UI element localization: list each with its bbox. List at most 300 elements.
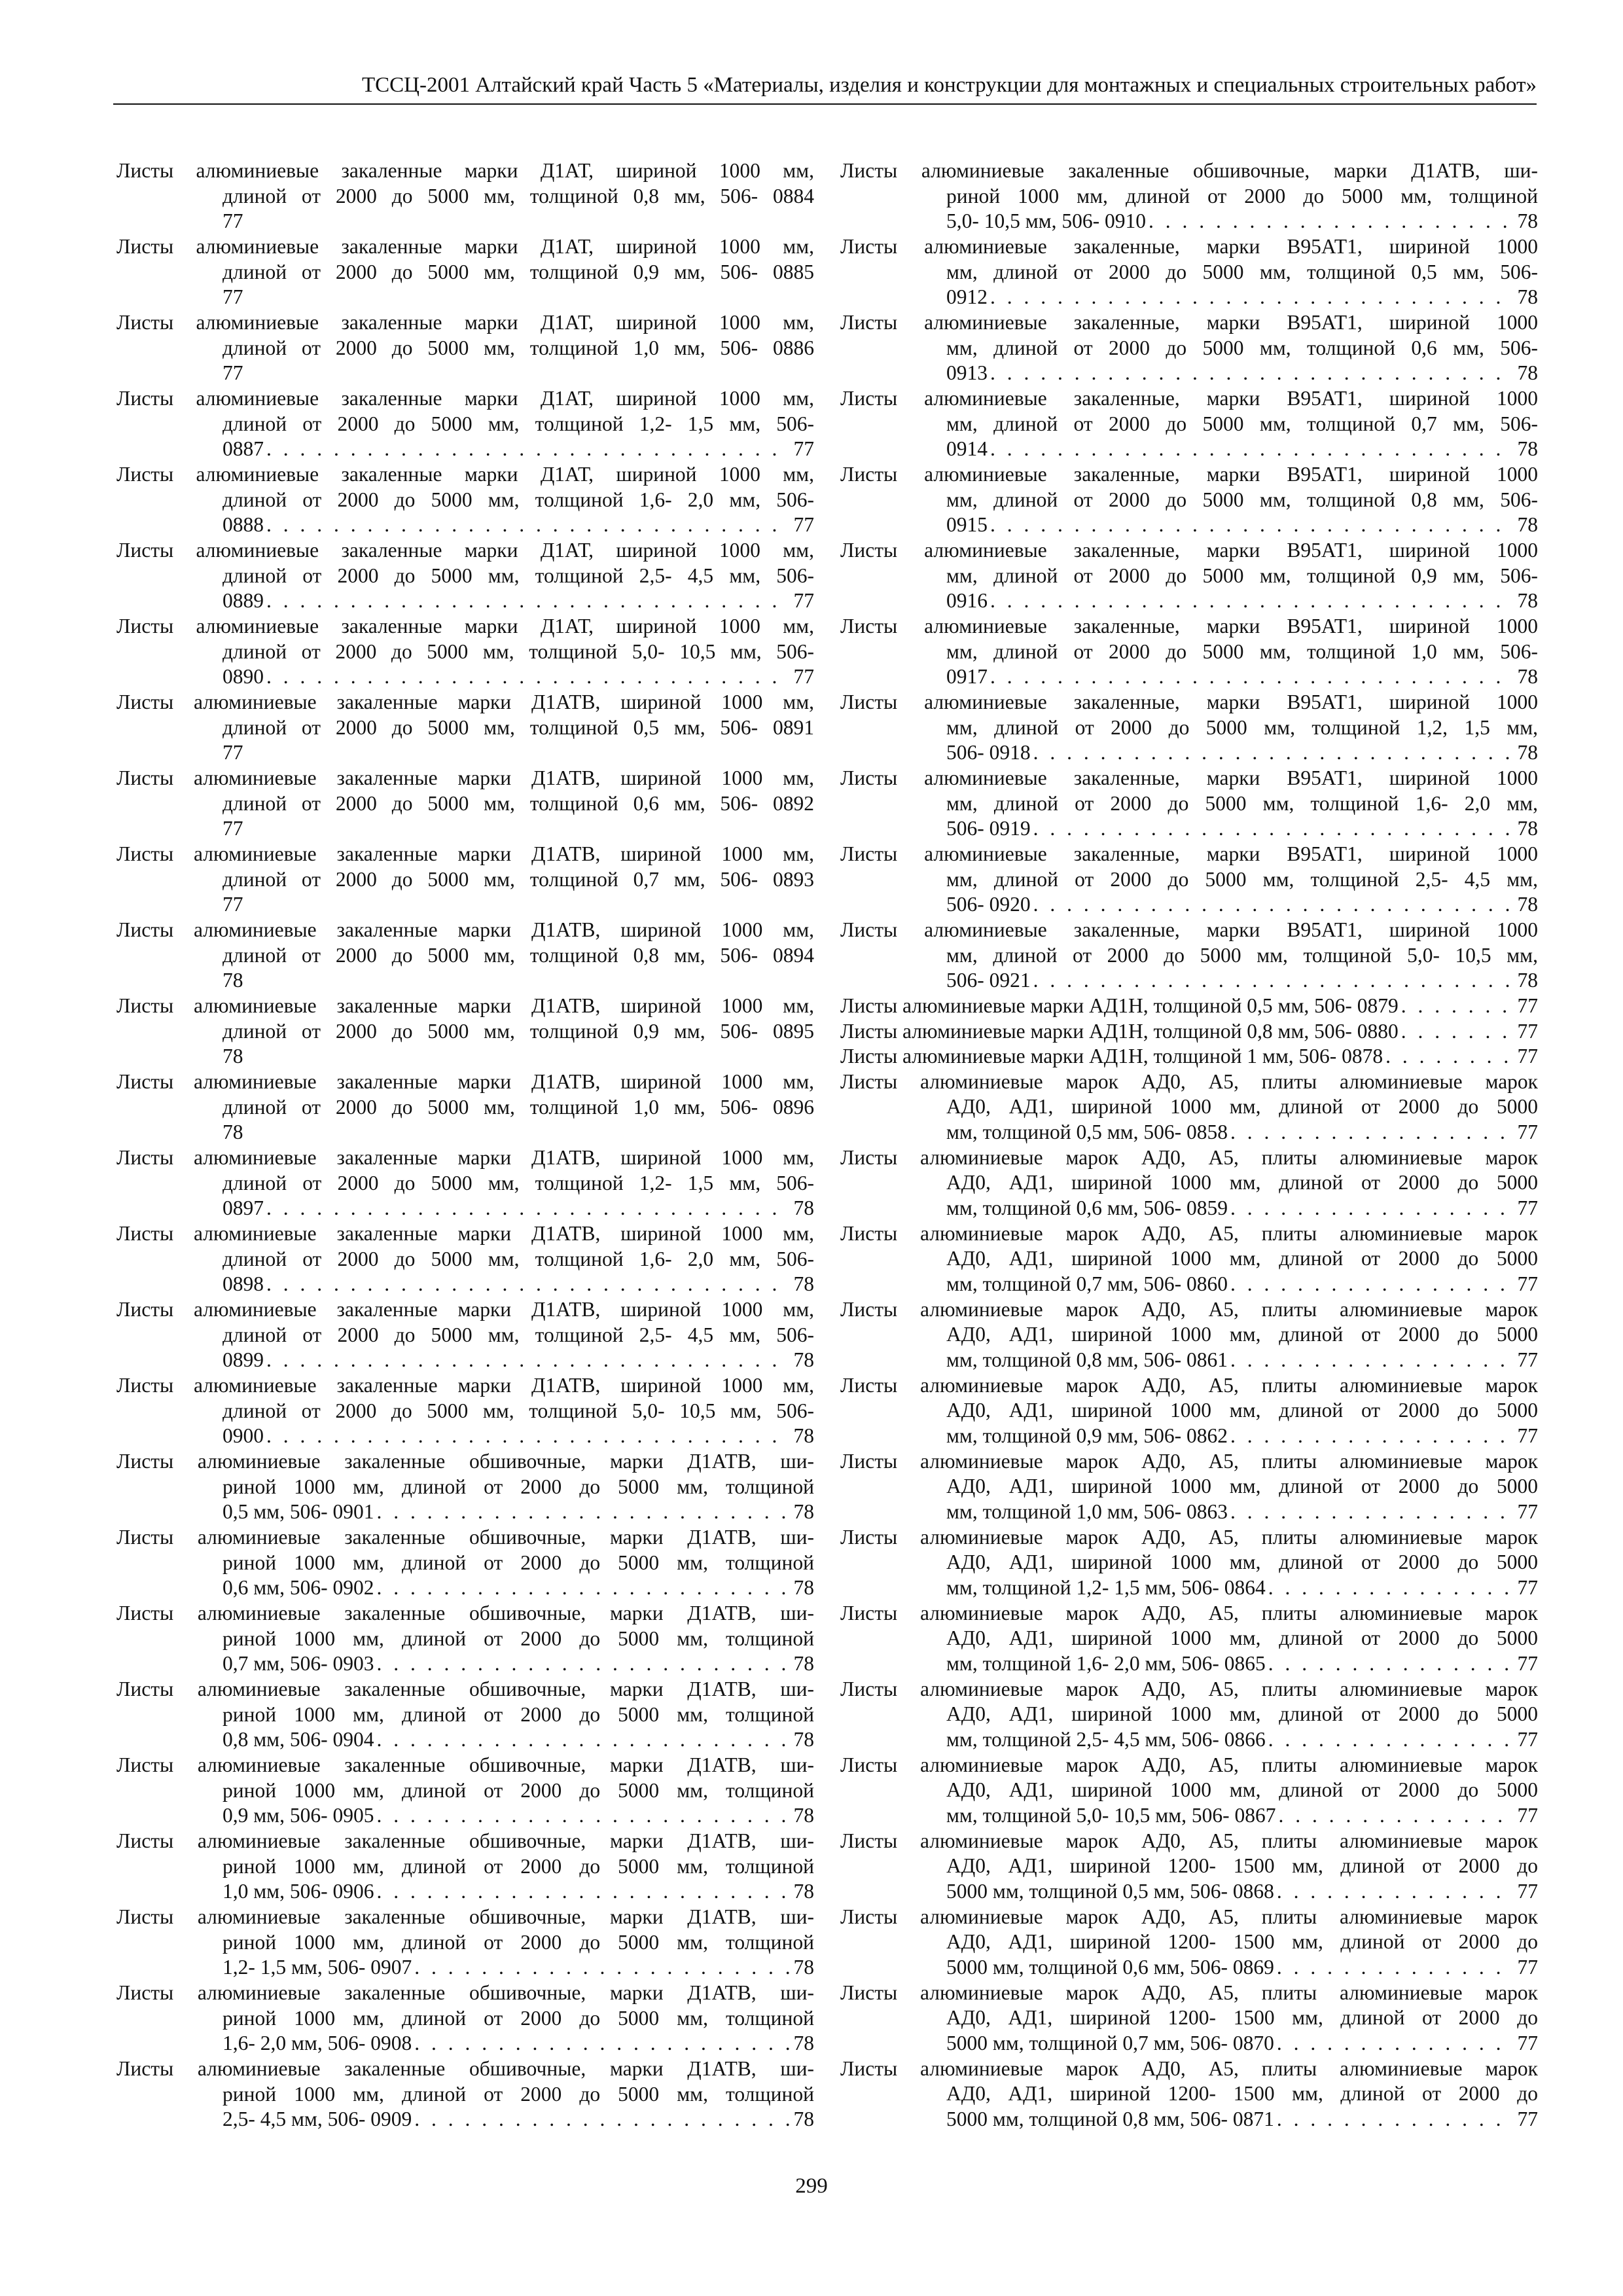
index-entry-text: Листы алюминиевые марок АД0, А5, плиты алюминиевые марок [840, 1525, 1538, 1549]
index-entry-line [223, 1854, 814, 1880]
index-entry-text: Листы алюминиевые закаленные, марки В95АТ1, шириной 1000 [840, 463, 1538, 486]
index-entry-line [116, 1753, 814, 1778]
dot-leader [414, 2031, 789, 2056]
index-entry-text: 0898 [223, 1272, 264, 1296]
index-page-ref: 78 [793, 1880, 814, 1903]
index-entry-text: Листы алюминиевые марок АД0, А5, плиты алюминиевые марок [840, 1145, 1538, 1169]
index-entry-text: мм, длиной от 2000 до 5000 мм, толщиной 1,0 мм, 506- [946, 639, 1538, 663]
index-entry-line [223, 867, 814, 893]
index-entry-line [223, 2031, 814, 2056]
index-entry-text: Листы алюминиевые марки АД1Н, толщиной 0,5 мм, 506- 0879 [840, 994, 1399, 1017]
index-entry-text: длиной от 2000 до 5000 мм, толщиной 5,0- 10,5 мм, 506- [223, 639, 814, 663]
index-page-ref: 78 [1517, 817, 1538, 840]
index-page-ref: 77 [223, 741, 243, 764]
index-entry-text: Листы алюминиевые марок АД0, А5, плиты алюминиевые марок [840, 1601, 1538, 1624]
index-page-ref: 77 [1517, 1499, 1538, 1523]
index-entry-text: АД0, АД1, шириной 1000 мм, длиной от 2000 до 5000 [946, 1095, 1538, 1119]
index-entry-line [223, 184, 814, 209]
index-entry-line [946, 260, 1538, 285]
index-entry [116, 1525, 814, 1601]
index-entry [840, 690, 1538, 766]
dot-leader [376, 1727, 789, 1753]
index-entry-line [840, 994, 1538, 1019]
index-entry-line [946, 1803, 1538, 1829]
index-entry-line [223, 892, 814, 918]
index-entry-line [946, 1955, 1538, 1981]
index-entry-text: АД0, АД1, шириной 1000 мм, длиной от 2000 до 5000 [946, 1247, 1538, 1270]
index-entry-text: риной 1000 мм, длиной от 2000 до 5000 мм, толщиной [223, 2082, 814, 2106]
index-entry-line [946, 867, 1538, 893]
index-entry-text: Листы алюминиевые закаленные марки Д1АТВ, шириной 1000 мм, [116, 691, 814, 713]
index-entry [116, 1905, 814, 1981]
index-entry-text: 5000 мм, толщиной 0,5 мм, 506- 0868 [946, 1879, 1274, 1903]
index-entry-line [946, 1702, 1538, 1727]
index-entry-text: длиной от 2000 до 5000 мм, толщиной 2,5- 4,5 мм, 506- [223, 1323, 814, 1346]
index-entry-line [223, 285, 814, 310]
index-entry-line [116, 1601, 814, 1626]
index-entry-line [840, 918, 1538, 943]
index-entry-text: Листы алюминиевые закаленные, марки В95АТ1, шириной 1000 [840, 539, 1538, 562]
index-entry-text: Листы алюминиевые закаленные марки Д1АТВ, шириной 1000 мм, [116, 1070, 814, 1093]
index-page-ref: 77 [1517, 1272, 1538, 1295]
index-entry-line [840, 462, 1538, 488]
index-entry-line [840, 1297, 1538, 1323]
dot-leader [990, 512, 1514, 538]
index-entry-text: риной 1000 мм, длиной от 2000 до 5000 мм, толщиной [223, 1930, 814, 1954]
index-entry-line [840, 1829, 1538, 1854]
dot-leader [1033, 892, 1514, 918]
index-entry-text: риной 1000 мм, длиной от 2000 до 5000 мм, толщиной [223, 1854, 814, 1878]
index-entry-line [946, 1929, 1538, 1955]
index-entry-text: АД0, АД1, шириной 1200- 1500 мм, длиной от 2000 до [946, 2006, 1538, 2030]
index-entry-line [223, 412, 814, 437]
index-entry-line [223, 1348, 814, 1373]
index-entry-line [223, 1702, 814, 1728]
index-entry-text: Листы алюминиевые марок АД0, А5, плиты алюминиевые марок [840, 2056, 1538, 2080]
index-entry-text: 0,7 мм, 506- 0903 [223, 1652, 374, 1676]
index-entry-line [946, 1094, 1538, 1120]
index-entry-text: 0888 [223, 513, 264, 537]
index-page-ref: 77 [223, 285, 243, 309]
header-rule [113, 103, 1537, 105]
index-entry [840, 1373, 1538, 1449]
index-entry-text: Листы алюминиевые закаленные, марки В95АТ1, шириной 1000 [840, 387, 1538, 410]
dot-leader [266, 664, 790, 690]
index-entry-text: Листы алюминиевые марки АД1Н, толщиной 1 мм, 506- 0878 [840, 1045, 1383, 1068]
running-header: ТССЦ-2001 Алтайский край Часть 5 «Материалы, изделия и конструкции для монтажных и специальных строительных работ» [361, 73, 1537, 97]
index-entry-text: Листы алюминиевые закаленные, марки В95АТ1, шириной 1000 [840, 842, 1538, 865]
dot-leader [1268, 1575, 1514, 1601]
index-entry [116, 1677, 814, 1753]
index-entry-text: Листы алюминиевые марок АД0, А5, плиты алюминиевые марок [840, 1905, 1538, 1928]
index-entry-line [946, 1727, 1538, 1753]
index-column-right [840, 158, 1538, 2132]
index-entry-line [116, 1677, 814, 1702]
index-entry-text: 0,8 мм, 506- 0904 [223, 1728, 374, 1751]
index-entry [840, 1221, 1538, 1297]
index-page-ref: 77 [223, 209, 243, 233]
index-entry-line [223, 715, 814, 741]
index-entry-line [116, 1221, 814, 1247]
index-entry-text: 506- 0920 [946, 893, 1031, 916]
index-entry-line [840, 1753, 1538, 1778]
index-entry-text: 0916 [946, 589, 988, 613]
dot-leader [376, 1879, 789, 1905]
dot-leader [266, 512, 790, 538]
dot-leader [266, 1424, 790, 1449]
index-entry-text: Листы алюминиевые закаленные марки Д1АТВ, шириной 1000 мм, [116, 1298, 814, 1321]
index-entry-line [223, 1551, 814, 1576]
index-entry-line [223, 488, 814, 513]
index-entry-line [223, 2006, 814, 2032]
index-entry-line [116, 462, 814, 488]
dot-leader [1401, 994, 1514, 1019]
index-entry-text: АД0, АД1, шириной 1200- 1500 мм, длиной от 2000 до [946, 2082, 1538, 2106]
index-entry-line [946, 488, 1538, 513]
index-entry-text: Листы алюминиевые марки АД1Н, толщиной 0,8 мм, 506- 0880 [840, 1019, 1399, 1043]
index-entry-text: мм, толщиной 0,8 мм, 506- 0861 [946, 1348, 1228, 1371]
index-entry-line [116, 538, 814, 564]
index-entry-text: Листы алюминиевые закаленные марки Д1АТ, шириной 1000 мм, [116, 463, 814, 486]
index-entry-text: 0889 [223, 589, 264, 613]
index-entry-line [946, 1322, 1538, 1348]
index-entry [116, 1753, 814, 1829]
index-entry-line [946, 2031, 1538, 2056]
index-entry-text: Листы алюминиевые марок АД0, А5, плиты алюминиевые марок [840, 1829, 1538, 1852]
index-entry-text: Листы алюминиевые закаленные марки Д1АТВ, шириной 1000 мм, [116, 994, 814, 1017]
index-entry-text: 0914 [946, 437, 988, 461]
index-entry-line [223, 1424, 814, 1449]
index-entry-text: длиной от 2000 до 5000 мм, толщиной 2,5- 4,5 мм, 506- [223, 564, 814, 587]
index-entry-line [116, 2056, 814, 2082]
dot-leader [1033, 968, 1514, 994]
index-entry-line [223, 1120, 814, 1145]
index-entry-line [840, 1601, 1538, 1626]
index-entry-line [223, 639, 814, 665]
dot-leader [376, 1575, 789, 1601]
index-page-ref: 78 [1517, 361, 1538, 385]
index-entry-line [223, 1879, 814, 1905]
index-entry-text: длиной от 2000 до 5000 мм, толщиной 1,2- 1,5 мм, 506- [223, 412, 814, 435]
index-entry-text: длиной от 2000 до 5000 мм, толщиной 1,6- 2,0 мм, 506- [223, 1247, 814, 1270]
index-entry-text: риной 1000 мм, длиной от 2000 до 5000 мм, толщиной [223, 1475, 814, 1498]
index-page-ref: 78 [1517, 285, 1538, 309]
index-entry-line [946, 184, 1538, 209]
index-page-ref: 77 [793, 665, 814, 689]
index-page-ref: 77 [1517, 1955, 1538, 1979]
index-entry-line [116, 994, 814, 1019]
index-entry-text: АД0, АД1, шириной 1000 мм, длиной от 2000 до 5000 [946, 1171, 1538, 1194]
index-entry-line [840, 2056, 1538, 2082]
index-entry-text: Листы алюминиевые марок АД0, А5, плиты алюминиевые марок [840, 1677, 1538, 1700]
index-entry [840, 1019, 1538, 1045]
index-entry-text: АД0, АД1, шириной 1000 мм, длиной от 2000 до 5000 [946, 1323, 1538, 1346]
index-page-ref: 78 [793, 1728, 814, 1751]
dot-leader [414, 1955, 789, 1981]
index-entry-line [840, 1905, 1538, 1930]
dot-leader [376, 1499, 789, 1525]
index-page-ref: 77 [793, 589, 814, 613]
index-entry-text: мм, длиной от 2000 до 5000 мм, толщиной 0,6 мм, 506- [946, 336, 1538, 359]
index-page-ref: 77 [793, 513, 814, 537]
index-entry-text: 0,5 мм, 506- 0901 [223, 1500, 374, 1524]
index-entry-line [223, 1727, 814, 1753]
index-entry-line [116, 310, 814, 336]
index-entry-line [946, 2081, 1538, 2107]
index-entry-line [116, 158, 814, 184]
index-entry-line [223, 437, 814, 462]
dot-leader [266, 1348, 790, 1373]
index-entry-text: 0887 [223, 437, 264, 461]
index-page-ref: 78 [793, 1348, 814, 1372]
index-entry-text: Листы алюминиевые закаленные обшивочные, марки Д1АТВ, ши- [116, 1905, 814, 1928]
index-entry-text: мм, длиной от 2000 до 5000 мм, толщиной 1,6- 2,0 мм, [946, 791, 1538, 815]
index-entry-line [223, 361, 814, 386]
dot-leader [1277, 2031, 1514, 2056]
dot-leader [1230, 1424, 1514, 1449]
index-page-ref: 77 [223, 361, 243, 385]
index-entry [116, 1145, 814, 1221]
index-entry-line [946, 1348, 1538, 1373]
index-entry-line [946, 892, 1538, 918]
index-entry [116, 1373, 814, 1449]
dot-leader [990, 285, 1514, 310]
index-entry-line [840, 310, 1538, 336]
index-entry [116, 158, 814, 234]
index-entry-text: Листы алюминиевые закаленные марки Д1АТ, шириной 1000 мм, [116, 235, 814, 258]
index-entry [116, 2056, 814, 2132]
index-entry-line [946, 2005, 1538, 2031]
index-entry-text: риной 1000 мм, длиной от 2000 до 5000 мм, толщиной [223, 1551, 814, 1574]
index-entry [116, 994, 814, 1069]
index-page-ref: 77 [1517, 1120, 1538, 1143]
index-entry-text: Листы алюминиевые закаленные марки Д1АТВ, шириной 1000 мм, [116, 842, 814, 865]
index-page-ref: 77 [1517, 1879, 1538, 1903]
index-entry-line [116, 918, 814, 943]
index-column-left [116, 158, 814, 2132]
index-entry-text: АД0, АД1, шириной 1000 мм, длиной от 2000 до 5000 [946, 1399, 1538, 1422]
index-entry-line [116, 690, 814, 715]
index-entry-text: Листы алюминиевые закаленные обшивочные, марки Д1АТВ, ши- [840, 159, 1538, 182]
index-entry-line [223, 1095, 814, 1121]
dot-leader [1033, 816, 1514, 842]
index-entry-text: Листы алюминиевые закаленные марки Д1АТВ, шириной 1000 мм, [116, 1222, 814, 1245]
index-entry-line [223, 1803, 814, 1829]
index-entry [840, 1829, 1538, 1905]
index-entry-line [946, 336, 1538, 361]
index-page-ref: 78 [793, 2108, 814, 2131]
index-entry-text: 0913 [946, 361, 988, 385]
index-entry-text: 1,0 мм, 506- 0906 [223, 1880, 374, 1903]
index-entry-text: мм, толщиной 1,2- 1,5 мм, 506- 0864 [946, 1575, 1266, 1599]
dot-leader [1033, 740, 1514, 766]
index-entry-text: длиной от 2000 до 5000 мм, толщиной 1,0 мм, 506- 0896 [223, 1095, 814, 1119]
index-entry-text: Листы алюминиевые закаленные обшивочные, марки Д1АТВ, ши- [116, 1450, 814, 1473]
index-entry-text: Листы алюминиевые марок АД0, А5, плиты алюминиевые марок [840, 1373, 1538, 1397]
index-entry-line [116, 1069, 814, 1095]
index-entry-line [946, 1550, 1538, 1575]
index-entry-line [946, 512, 1538, 538]
index-entry-text: Листы алюминиевые марок АД0, А5, плиты алюминиевые марок [840, 1221, 1538, 1245]
index-entry [840, 994, 1538, 1019]
index-entry-text: 0912 [946, 285, 988, 309]
index-page-ref: 78 [1517, 893, 1538, 916]
dot-leader [1230, 1272, 1514, 1297]
index-entry-line [946, 1778, 1538, 1803]
index-entry-text: риной 1000 мм, длиной от 2000 до 5000 мм, толщиной [223, 1778, 814, 1802]
index-entry-text: Листы алюминиевые закаленные марки Д1АТ, шириной 1000 мм, [116, 311, 814, 334]
index-entry [116, 1297, 814, 1373]
index-entry-line [223, 512, 814, 538]
index-entry-line [223, 336, 814, 361]
index-entry [840, 614, 1538, 690]
index-entry-line [946, 1499, 1538, 1525]
index-page-ref: 77 [1517, 1575, 1538, 1599]
index-entry-text: Листы алюминиевые закаленные, марки В95АТ1, шириной 1000 [840, 691, 1538, 713]
index-entry-text: длиной от 2000 до 5000 мм, толщиной 0,5 мм, 506- 0891 [223, 715, 814, 739]
index-page-ref: 77 [1517, 1651, 1538, 1675]
index-entry-line [840, 842, 1538, 867]
index-entry-line [223, 1626, 814, 1652]
index-entry-line [223, 1575, 814, 1601]
index-entry-text: длиной от 2000 до 5000 мм, толщиной 0,6 мм, 506- 0892 [223, 791, 814, 815]
index-entry [116, 234, 814, 310]
index-entry-line [223, 664, 814, 690]
index-entry-line [223, 1019, 814, 1045]
index-entry-text: 1,6- 2,0 мм, 506- 0908 [223, 2032, 412, 2055]
dot-leader [1385, 1044, 1513, 1069]
index-entry [116, 842, 814, 918]
index-entry-text: 5000 мм, толщиной 0,6 мм, 506- 0869 [946, 1955, 1274, 1979]
index-page-ref: 77 [793, 437, 814, 461]
dot-leader [1277, 2107, 1514, 2132]
index-entry [840, 1601, 1538, 1677]
index-page-ref: 77 [1517, 994, 1538, 1017]
index-entry-text: длиной от 2000 до 5000 мм, толщиной 0,7 мм, 506- 0893 [223, 867, 814, 891]
index-entry-text: 0915 [946, 513, 988, 537]
index-entry-line [946, 1879, 1538, 1905]
index-entry [116, 1981, 814, 2056]
index-entry-line [946, 1272, 1538, 1297]
index-page-ref: 78 [1517, 589, 1538, 613]
index-entry-line [840, 538, 1538, 564]
index-entry-line [223, 1930, 814, 1956]
index-entry [840, 1905, 1538, 1981]
index-entry-line [946, 564, 1538, 589]
index-entry-text: мм, толщиной 5,0- 10,5 мм, 506- 0867 [946, 1803, 1276, 1827]
index-entry-line [840, 1069, 1538, 1095]
index-entry-text: мм, толщиной 0,5 мм, 506- 0858 [946, 1120, 1228, 1143]
index-entry-text: АД0, АД1, шириной 1200- 1500 мм, длиной от 2000 до [946, 1930, 1538, 1954]
dot-leader [1230, 1499, 1514, 1525]
index-entry-line [116, 1297, 814, 1323]
index-entry-text: мм, толщиной 1,0 мм, 506- 0863 [946, 1499, 1228, 1523]
index-entry-text: риной 1000 мм, длиной от 2000 до 5000 мм, толщиной [223, 1626, 814, 1650]
index-entry-text: длиной от 2000 до 5000 мм, толщиной 0,8 мм, 506- 0884 [223, 184, 814, 207]
index-entry-line [840, 158, 1538, 184]
index-entry-line [840, 1677, 1538, 1702]
index-entry-text: Листы алюминиевые марок АД0, А5, плиты алюминиевые марок [840, 1069, 1538, 1093]
index-entry-text: мм, толщиной 0,9 мм, 506- 0862 [946, 1424, 1228, 1447]
index-entry-line [946, 361, 1538, 386]
index-page-ref: 77 [1517, 1803, 1538, 1827]
index-entry-text: Листы алюминиевые закаленные, марки В95АТ1, шириной 1000 [840, 918, 1538, 941]
index-entry-text: мм, длиной от 2000 до 5000 мм, толщиной 0,7 мм, 506- [946, 412, 1538, 435]
index-entry-line [223, 740, 814, 766]
index-entry-text: длиной от 2000 до 5000 мм, толщиной 1,6- 2,0 мм, 506- [223, 488, 814, 511]
index-page-ref: 78 [223, 969, 243, 992]
index-entry [840, 1981, 1538, 2056]
index-entry-line [116, 1905, 814, 1930]
dot-leader [376, 1651, 789, 1677]
index-entry-text: мм, толщиной 0,7 мм, 506- 0860 [946, 1272, 1228, 1295]
index-entry-line [116, 1525, 814, 1551]
index-entry [840, 234, 1538, 310]
index-entry-line [840, 1373, 1538, 1399]
dot-leader [266, 1272, 790, 1297]
index-entry [840, 1753, 1538, 1829]
dot-leader [1149, 209, 1514, 234]
index-entry [116, 538, 814, 614]
index-entry-line [946, 285, 1538, 310]
index-page-ref: 77 [1517, 1196, 1538, 1219]
index-entry-text: мм, длиной от 2000 до 5000 мм, толщиной 1,2, 1,5 мм, [946, 715, 1538, 739]
index-entry-line [840, 234, 1538, 260]
index-entry-line [223, 943, 814, 969]
page-number: 299 [795, 2174, 828, 2198]
index-entry-text: риной 1000 мм, длиной от 2000 до 5000 мм, толщиной [223, 2006, 814, 2030]
index-page-ref: 77 [223, 817, 243, 840]
index-entry-line [946, 1170, 1538, 1196]
index-entry-text: длиной от 2000 до 5000 мм, толщиной 0,8 мм, 506- 0894 [223, 943, 814, 967]
index-entry-text: Листы алюминиевые закаленные, марки В95АТ1, шириной 1000 [840, 766, 1538, 789]
index-entry-line [223, 1272, 814, 1297]
index-entry [116, 1601, 814, 1677]
index-entry-text: Листы алюминиевые закаленные обшивочные, марки Д1АТВ, ши- [116, 1602, 814, 1624]
index-entry-text: Листы алюминиевые марок АД0, А5, плиты алюминиевые марок [840, 1753, 1538, 1776]
dot-leader [990, 664, 1514, 690]
index-entry-text: 506- 0921 [946, 969, 1031, 992]
index-entry-line [946, 1424, 1538, 1449]
index-entry [116, 1449, 814, 1525]
index-entry-line [946, 412, 1538, 437]
index-entry-text: Листы алюминиевые закаленные марки Д1АТ, шириной 1000 мм, [116, 615, 814, 637]
index-entry-line [946, 1651, 1538, 1677]
index-entry-text: 506- 0919 [946, 817, 1031, 840]
index-page-ref: 78 [793, 1804, 814, 1827]
index-entry-line [223, 2107, 814, 2132]
index-entry-text: 506- 0918 [946, 741, 1031, 764]
index-entry-text: 5000 мм, толщиной 0,8 мм, 506- 0871 [946, 2107, 1274, 2130]
dot-leader [414, 2107, 789, 2132]
index-entry-line [946, 639, 1538, 665]
index-entry-line [946, 968, 1538, 994]
index-entry-line [840, 1449, 1538, 1475]
index-entry [840, 766, 1538, 842]
index-entry-text: Листы алюминиевые закаленные марки Д1АТВ, шириной 1000 мм, [116, 1374, 814, 1397]
index-entry-line [223, 2082, 814, 2108]
index-entry-text: мм, толщиной 2,5- 4,5 мм, 506- 0866 [946, 1727, 1266, 1751]
index-entry-line [840, 1019, 1538, 1045]
index-entry-line [946, 588, 1538, 614]
index-entry-text: Листы алюминиевые марок АД0, А5, плиты алюминиевые марок [840, 1297, 1538, 1321]
index-entry-text: Листы алюминиевые закаленные марки Д1АТ, шириной 1000 мм, [116, 159, 814, 182]
dot-leader [266, 437, 790, 462]
index-entry-text: Листы алюминиевые закаленные марки Д1АТВ, шириной 1000 мм, [116, 766, 814, 789]
index-entry-text: длиной от 2000 до 5000 мм, толщиной 1,0 мм, 506- 0886 [223, 336, 814, 359]
index-entry-text: риной 1000 мм, длиной от 2000 до 5000 мм, толщиной [223, 1702, 814, 1726]
index-page-ref: 78 [793, 1652, 814, 1676]
